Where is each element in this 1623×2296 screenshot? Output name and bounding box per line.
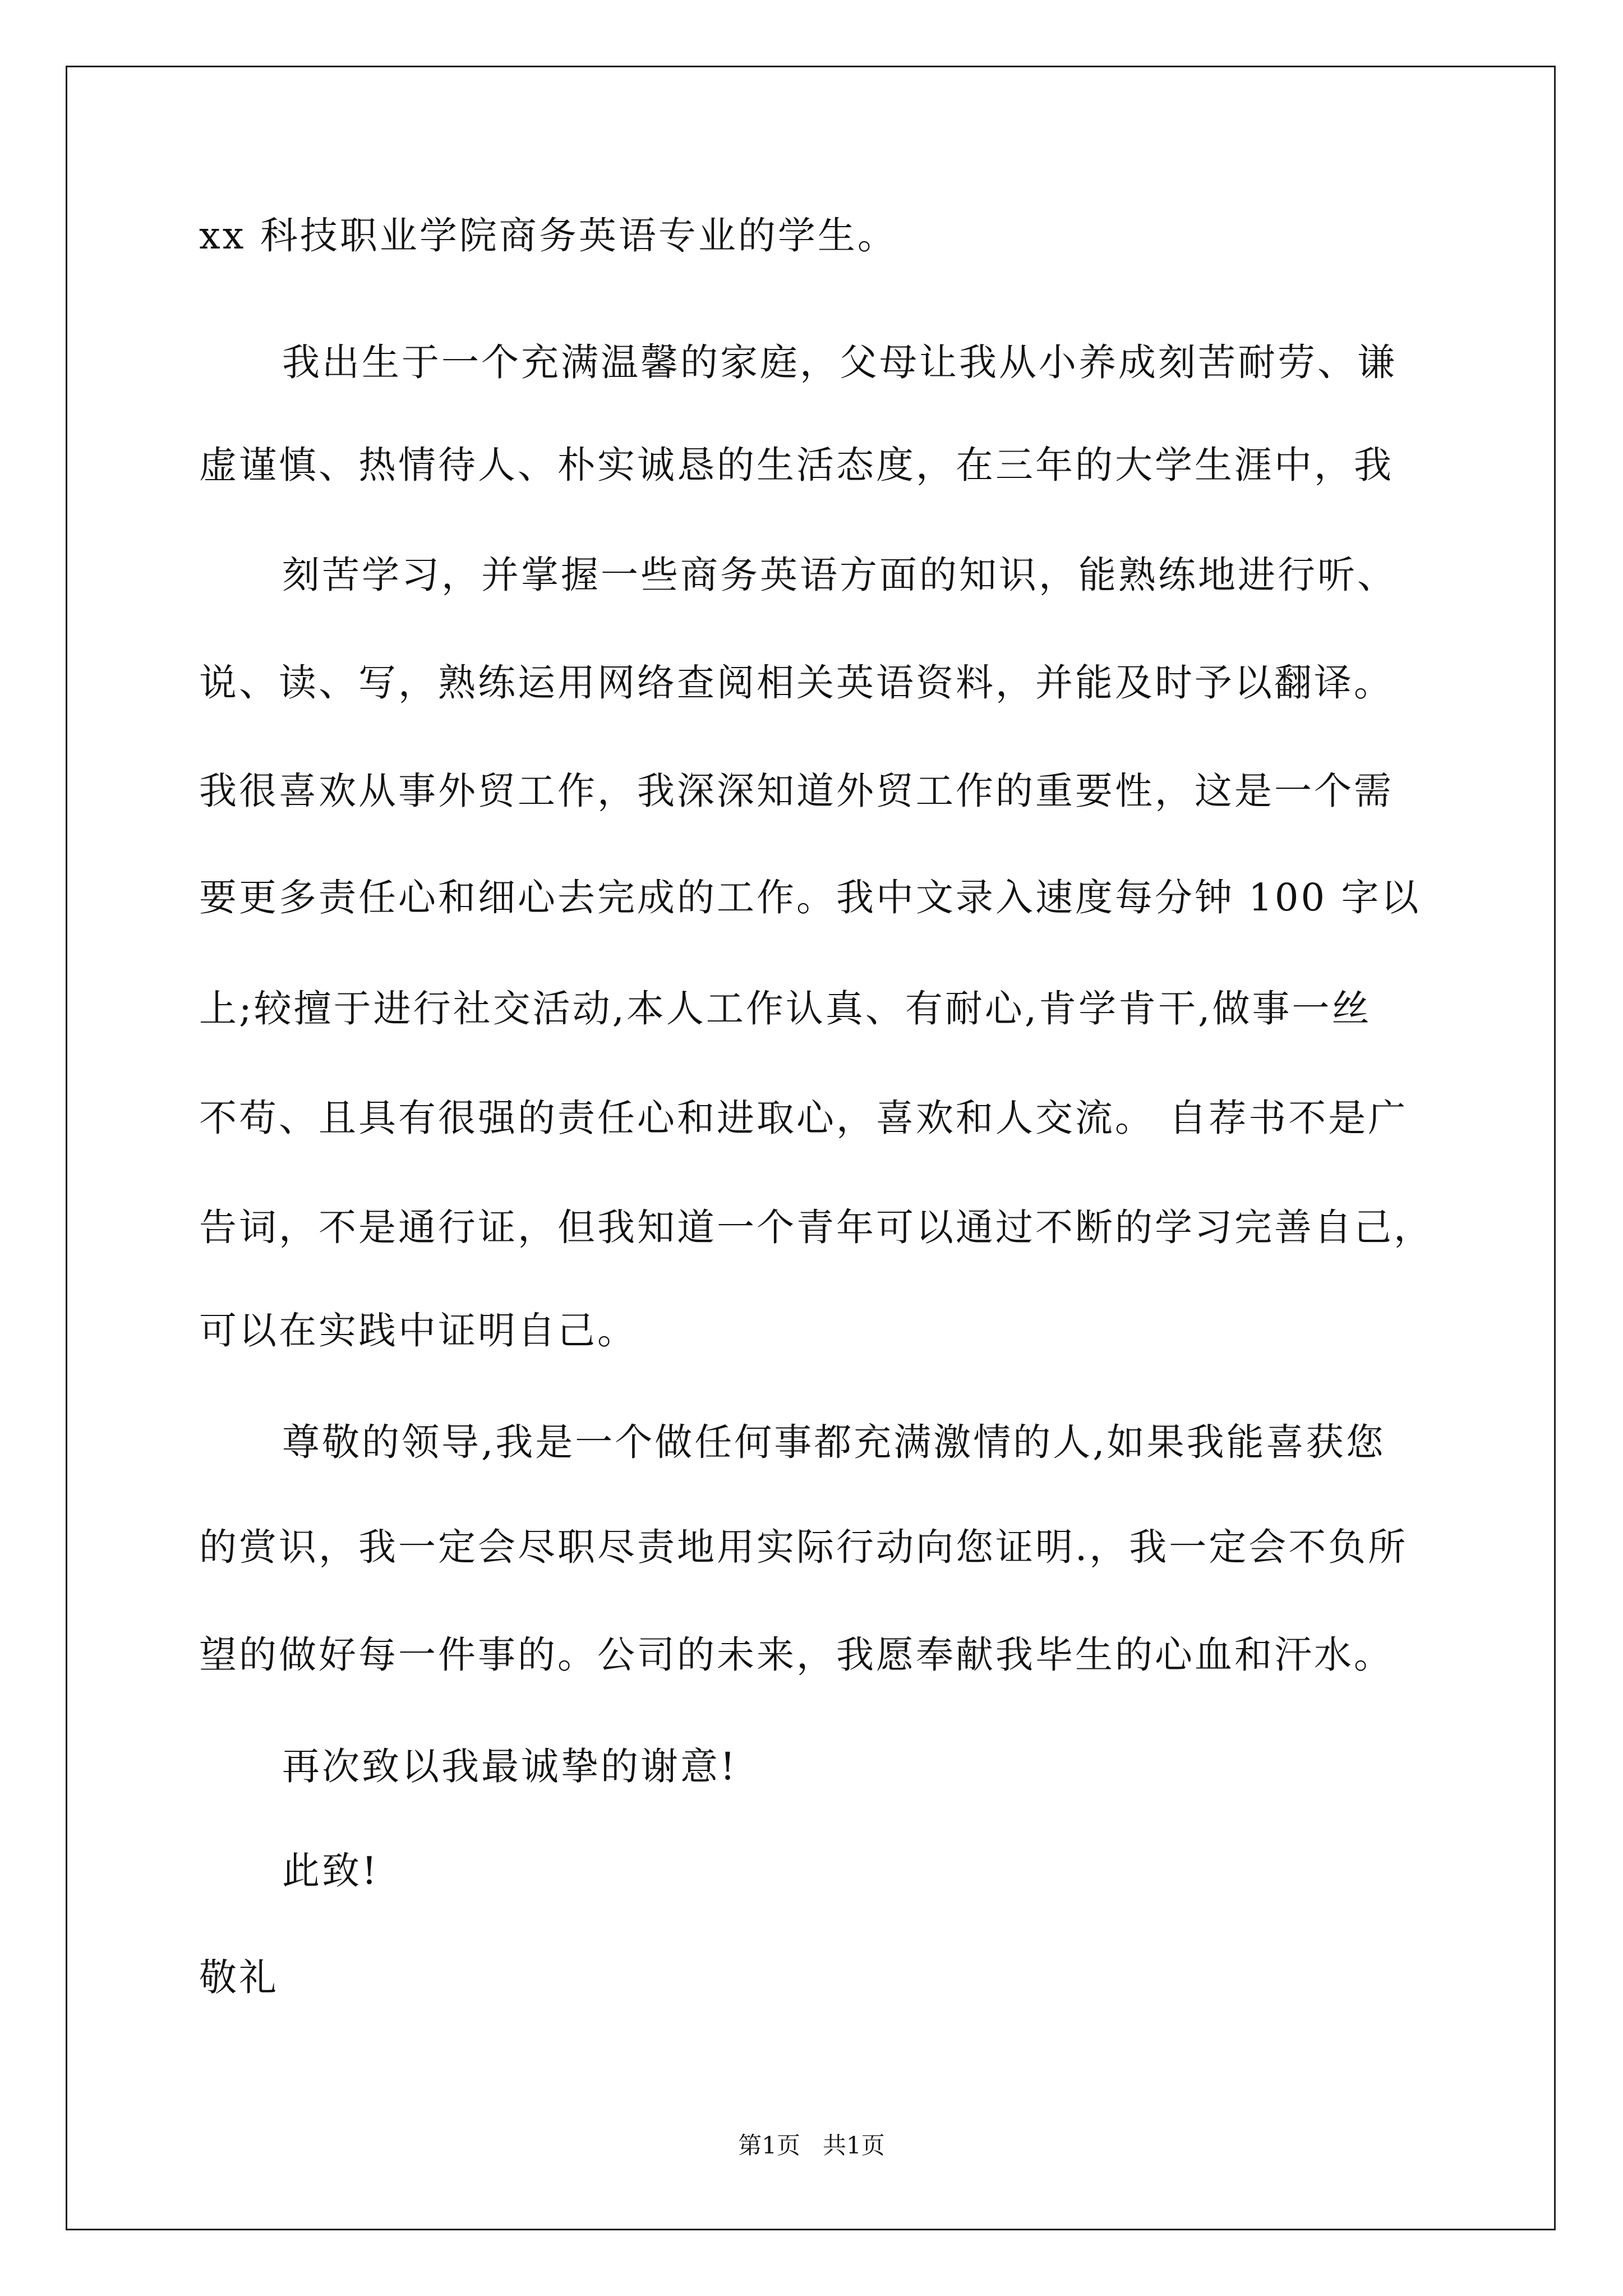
body-line-8: 上;较擅于进行社交活动,本人工作认真、有耐心,肯学肯干,做事一丝 (199, 987, 1372, 1030)
body-line-14: 望的做好每一件事的。公司的未来，我愿奉献我毕生的心血和汗水。 (199, 1633, 1394, 1677)
body-line-4: 刻苦学习，并掌握一些商务英语方面的知识，能熟练地进行听、 (282, 553, 1397, 597)
body-line-11: 可以在实践中证明自己。 (199, 1309, 637, 1352)
body-line-9: 不苟、且具有很强的责任心和进取心，喜欢和人交流。 自荐书不是广 (199, 1096, 1408, 1140)
body-line-1: xx 科技职业学院商务英语专业的学生。 (199, 214, 897, 257)
body-line-13: 的赏识，我一定会尽职尽责地用实际行动向您证明.，我一定会不负所 (199, 1525, 1408, 1569)
body-line-12: 尊敬的领导,我是一个做任何事都充满激情的人,如果我能喜获您 (282, 1420, 1386, 1464)
body-line-5: 说、读、写，熟练运用网络查阅相关英语资料，并能及时予以翻译。 (199, 661, 1394, 705)
body-line-2: 我出生于一个充满温馨的家庭，父母让我从小养成刻苦耐劳、谦 (282, 341, 1397, 384)
body-line-15: 再次致以我最诚挚的谢意! (282, 1745, 737, 1788)
body-line-10: 告词，不是通行证，但我知道一个青年可以通过不断的学习完善自己， (199, 1205, 1433, 1249)
closing-regards: 敬礼 (199, 1955, 279, 1999)
body-line-7: 要更多责任心和细心去完成的工作。我中文录入速度每分钟 100 字以 (199, 876, 1421, 919)
body-line-3: 虚谨慎、热情待人、朴实诚恳的生活态度，在三年的大学生涯中，我 (199, 443, 1394, 487)
body-line-6: 我很喜欢从事外贸工作，我深深知道外贸工作的重要性，这是一个需 (199, 769, 1394, 813)
closing-salutation: 此致! (282, 1849, 379, 1893)
page-footer: 第1页 共1页 (738, 2132, 885, 2159)
page-frame (66, 66, 1556, 2230)
